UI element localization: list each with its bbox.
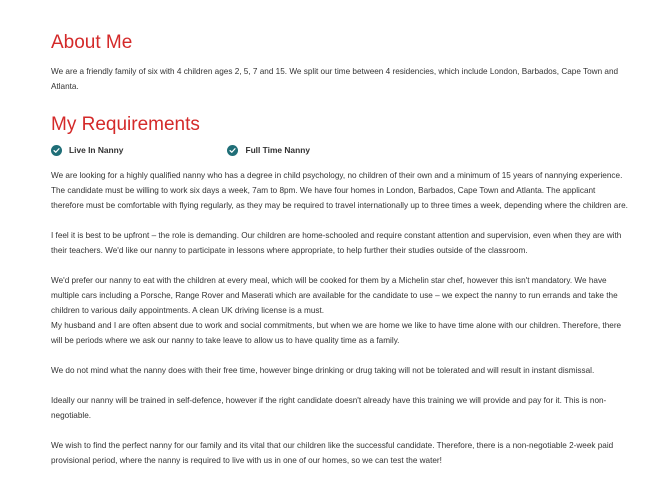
about-me-heading: About Me bbox=[51, 32, 133, 53]
paragraph-qualifications: We are looking for a highly qualified nanny who has a degree in child psychology, no children of their own and a minimum of 15 years of nannying experience. The candidate must be willing to work six days a week, 7am to 8pm. We have four homes in London, Barbados, Cape Town and Atlanta. The applicant therefore must be comfortable with flying regularly, as they may be required to travel internationally up to three times a week, depending where the children are. bbox=[51, 171, 628, 210]
paragraph-demands: I feel it is best to be upfront – the role is demanding. Our children are home-schooled and require constant attention and supervision, even when they are with their teachers. We'd like our nanny to participate in lessons where appropriate, to help further their studies outside of the classroom. bbox=[51, 231, 622, 255]
paragraph-family-time: My husband and I are often absent due to work and social commitments, but when we are home we like to have time alone with our children. Therefore, there will be periods where we ask our nanny to take leave to allow us to have quality time as a family. bbox=[51, 321, 622, 345]
paragraph-provisional-period: We wish to find the perfect nanny for our family and its vital that our children like the successful candidate. Therefore, there is a non-negotiable 2-week paid provisional period, where the nanny is required to live with us in one of our homes, so we can test the water! bbox=[51, 441, 614, 465]
requirements-heading: My Requirements bbox=[51, 114, 200, 135]
requirement-live-in-nanny bbox=[51, 145, 123, 156]
about-me-text: We are a friendly family of six with 4 children ages 2, 5, 7 and 15. We split our time between 4 residencies, which include London, Barbados, Cape Town and Atlanta. bbox=[51, 67, 619, 91]
paragraph-meals-cars: We'd prefer our nanny to eat with the children at every meal, which will be cooked for them by a Michelin star chef, however this isn't mandatory. We have multiple cars including a Porsche, Range Rover and Maserati which are available for the candidate to use – we expect the nanny to run errands and take the children to various daily appointments. A clean UK driving license is a must. bbox=[51, 276, 618, 315]
requirement-full-time-nanny bbox=[227, 145, 310, 156]
paragraph-self-defence: Ideally our nanny will be trained in self-defence, however if the right candidate doesn't already have this training we will provide and pay for it. This is non-negotiable. bbox=[51, 396, 607, 420]
requirement-label: Full Time Nanny bbox=[245, 145, 310, 155]
requirements-description bbox=[51, 168, 630, 468]
requirements-list bbox=[51, 143, 630, 157]
paragraph-free-time: We do not mind what the nanny does with their free time, however binge drinking or drug taking will not be tolerated and will result in instant dismissal. bbox=[51, 366, 595, 375]
check-circle-icon bbox=[227, 145, 238, 156]
requirement-label: Live In Nanny bbox=[69, 145, 124, 155]
check-circle-icon bbox=[51, 145, 62, 156]
